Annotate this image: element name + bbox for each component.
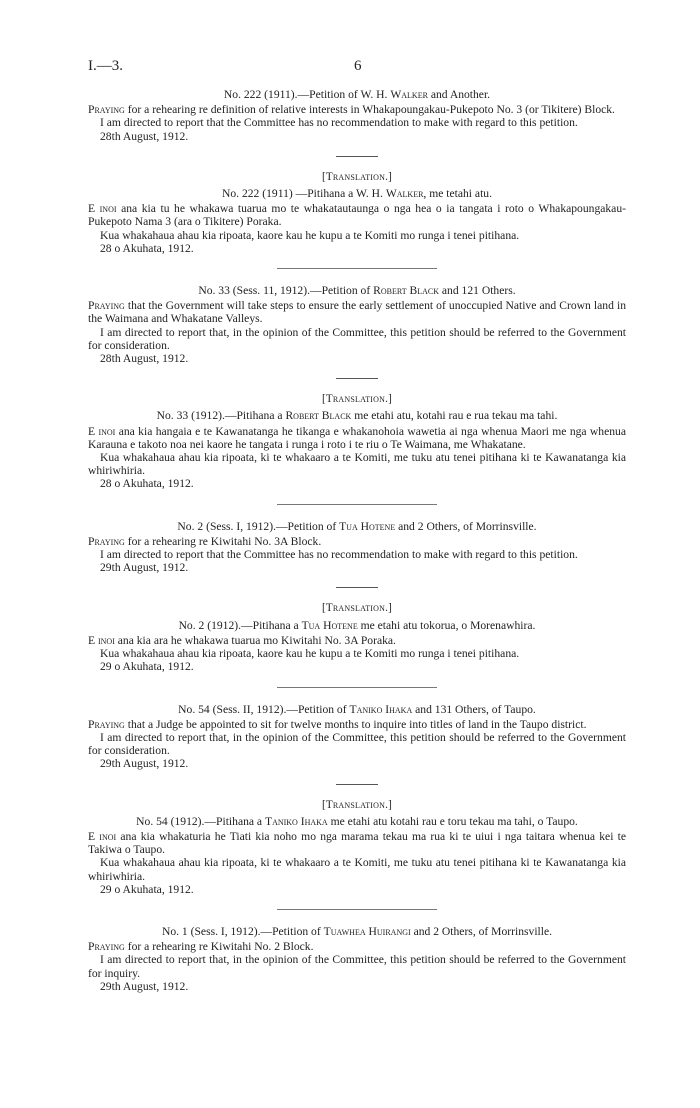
petition-date: 29 o Akuhata, 1912.: [100, 660, 194, 674]
petition-title: No. 54 (1912).—Pitihana a Taniko Ihaka me etahi atu kotahi rau e toru tekau ma tahi, o Taupo.: [136, 814, 578, 828]
petition-prayer: Praying for a rehearing re definition of relative interests in Whakapoungakau-Pukepoto No. 3 (or Tikitere) Block.: [88, 103, 615, 117]
petition-date: 29th August, 1912.: [100, 979, 189, 993]
petition-date: 28 o Akuhata, 1912.: [100, 477, 194, 491]
petition-title: No. 222 (1911).—Petition of W. H. Walker and Another.: [223, 88, 491, 101]
petition-maori: [88, 799, 626, 896]
petition-prayer: Praying for a rehearing re Kiwitahi No. 2 Block.: [88, 940, 314, 954]
petition-maori: [88, 602, 626, 673]
document-reference: I.—3.: [88, 58, 123, 74]
petition-report: I am directed to report that, in the opinion of the Committee, this petition should be referred to the Government for inquiry.: [88, 953, 626, 980]
petition-date: 29 o Akuhata, 1912.: [100, 882, 194, 896]
petition-title: No. 33 (Sess. 11, 1912).—Petition of Robert Black and 121 Others.: [198, 284, 516, 298]
petition-date: 28th August, 1912.: [100, 352, 189, 366]
petition-english: [88, 284, 626, 365]
petition-title: No. 54 (Sess. II, 1912).—Petition of Taniko Ihaka and 131 Others, of Taupo.: [178, 702, 536, 716]
petition-date: 29th August, 1912.: [100, 561, 189, 575]
petition-english: [88, 88, 626, 143]
translation-label: [Translation.]: [321, 602, 393, 615]
petition-report: I am directed to report that, in the opinion of the Committee, this petition should be referred to the Government for consideration.: [88, 325, 626, 352]
petition-date: 28th August, 1912.: [100, 129, 189, 143]
page-content: [88, 88, 626, 993]
petition-report: Kua whakahaua ahau kia ripoata, kaore kau he kupu a te Komiti mo runga i tenei pitihana.: [100, 228, 520, 242]
long-divider: [277, 909, 437, 910]
petition-title: No. 1 (Sess. I, 1912).—Petition of Tuawhea Huirangi and 2 Others, of Morrinsville.: [161, 924, 553, 938]
petition-english: [88, 703, 626, 771]
petition-report: Kua whakahaua ahau kia ripoata, ki te whakaaro a te Komiti, me tuku atu tenei pitihana ki te Kawanatanga kia whiriwhiria.: [88, 451, 626, 478]
petition-maori: [88, 171, 626, 255]
page-header: [88, 58, 623, 78]
long-divider: [277, 268, 437, 269]
petition-prayer: Praying that a Judge be appointed to sit for twelve months to inquire into titles of land in the Taupo district.: [88, 717, 587, 731]
petition-report: Kua whakahaua ahau kia ripoata, kaore kau he kupu a te Komiti mo runga i tenei pitihana.: [100, 647, 520, 661]
petition-prayer: E inoi ana kia whakaturia he Tiati kia noho mo nga marama tekau ma rua ki te uiui i nga taitara whenua kei te Takiwa o Taupo.: [88, 829, 626, 857]
petition-prayer: E inoi ana kia ara he whakawa tuarua mo Kiwitahi No. 3A Poraka.: [88, 633, 396, 647]
petition-title: No. 222 (1911) —Pitihana a W. H. Walker, me tetahi atu.: [222, 187, 492, 201]
petition-english: [88, 520, 626, 575]
petition-title: No. 33 (1912).—Pitihana a Robert Black me etahi atu, kotahi rau e rua tekau ma tahi.: [156, 409, 558, 423]
petition-prayer: Praying for a rehearing re Kiwitahi No. 3A Block.: [88, 534, 322, 548]
petition-report: Kua whakahaua ahau kia ripoata, ki te whakaaro a te Komiti, me tuku atu tenei pitihana ki te Kawanatanga kia whiriwhiria.: [88, 856, 626, 883]
petition-prayer: E inoi ana kia tu he whakawa tuarua mo te whakatautaunga o nga hea o ia tangata i roto o Whakapoungakau-Pukepoto Nama 3 (ara o Tikitere) Poraka.: [88, 202, 626, 229]
page-number: 6: [354, 58, 362, 74]
translation-label: [Translation.]: [321, 393, 393, 406]
long-divider: [277, 687, 437, 688]
petition-report: I am directed to report that, in the opinion of the Committee, this petition should be referred to the Government for consideration.: [88, 730, 626, 758]
petition-date: 28 o Akuhata, 1912.: [100, 241, 194, 255]
petition-maori: [88, 393, 626, 490]
petition-report: I am directed to report that the Committee has no recommendation to make with regard to this petition.: [100, 548, 578, 562]
petition-title: No. 2 (1912).—Pitihana a Tua Hotene me etahi atu tokorua, o Morenawhira.: [178, 618, 536, 632]
short-divider: [336, 156, 378, 157]
petition-prayer: E inoi ana kia hangaia e te Kawanatanga he tikanga e whakanohoia wawetia ai nga whenua Maori me nga whenua Karauna e takoto noa nei kaore he tangata i runga i roto i te riu o Te Waimana, me Whakatane.: [88, 424, 626, 451]
translation-label: [Translation.]: [321, 798, 393, 811]
short-divider: [336, 378, 378, 379]
short-divider: [336, 784, 378, 785]
petition-date: 29th August, 1912.: [100, 757, 189, 771]
translation-label: [Translation.]: [321, 170, 393, 183]
long-divider: [277, 504, 437, 505]
short-divider: [336, 587, 378, 588]
petition-english: [88, 925, 626, 993]
petition-title: No. 2 (Sess. I, 1912).—Petition of Tua Hotene and 2 Others, of Morrinsville.: [177, 519, 537, 533]
petition-prayer: Praying that the Government will take steps to ensure the early settlement of unoccupied Native and Crown land in the Waimana and Whakatane Valleys.: [88, 299, 626, 326]
petition-report: I am directed to report that the Committee has no recommendation to make with regard to this petition.: [100, 116, 578, 130]
